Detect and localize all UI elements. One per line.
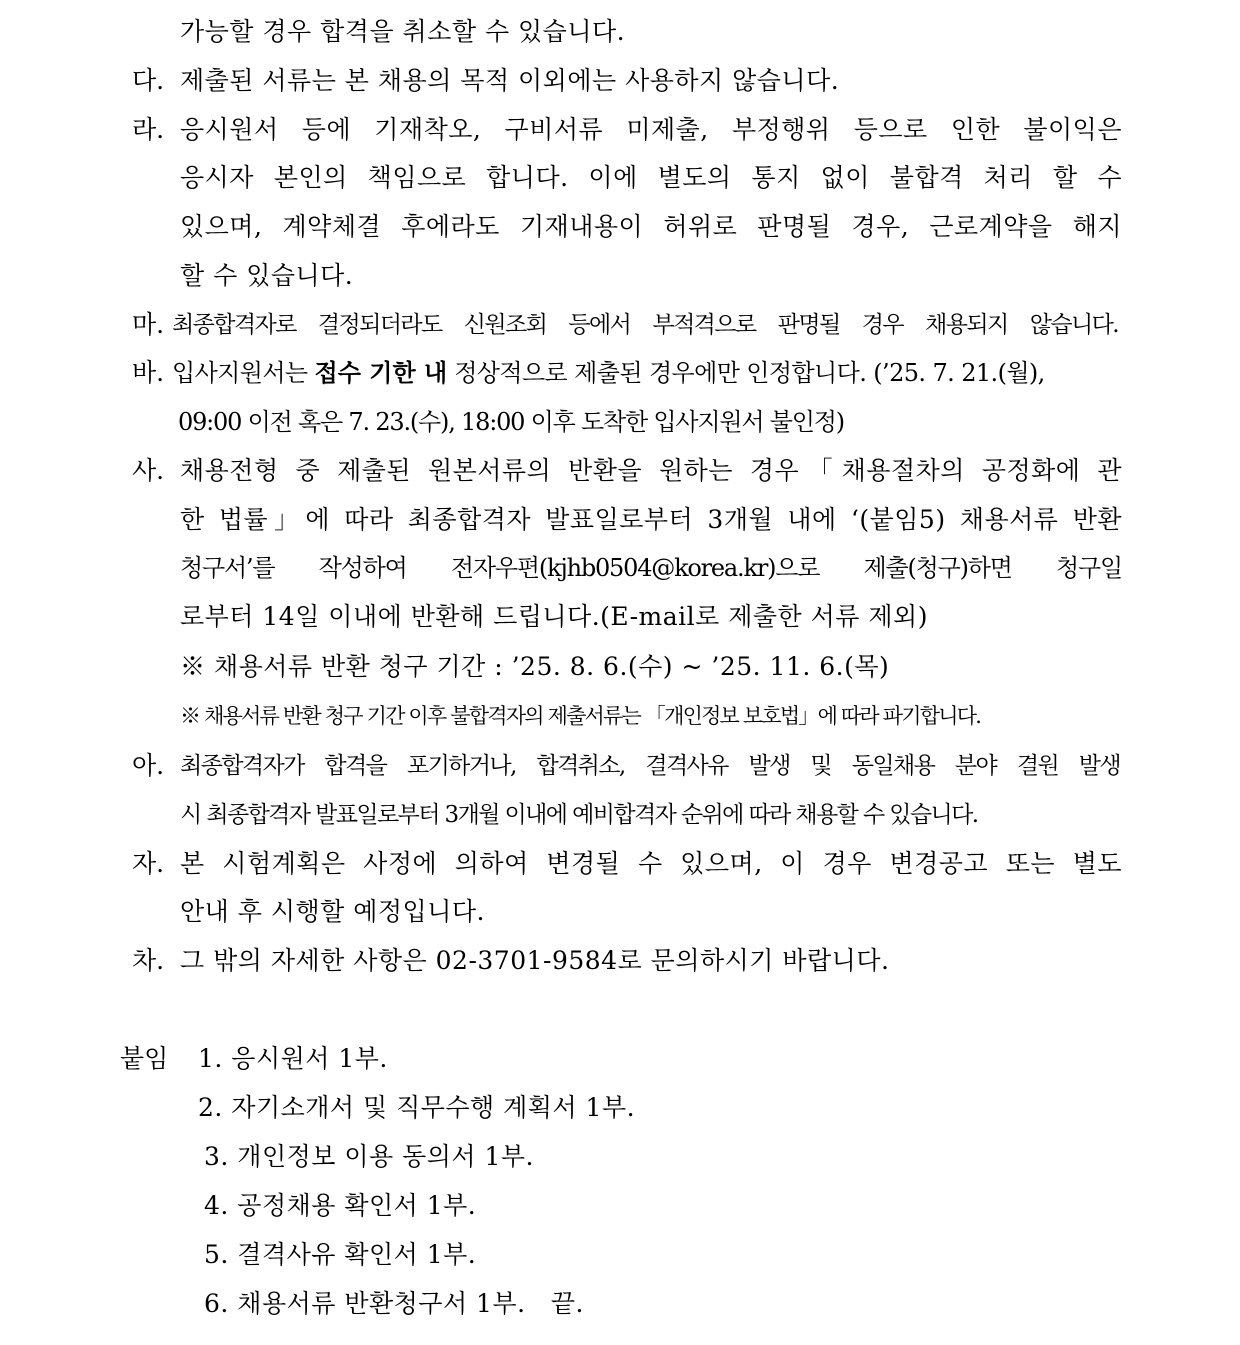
item-marker-ma: 마.: [132, 310, 165, 339]
attachment-item: 1. 응시원서 1부.: [198, 1044, 388, 1073]
item-ra-line-1: 응시원서 등에 기재착오, 구비서류 미제출, 부정행위 등으로 인한 불이익은: [180, 115, 1122, 144]
item-marker-a: 아.: [132, 751, 165, 780]
item-marker-cha: 차.: [132, 946, 165, 975]
attachment-item: 4. 공정채용 확인서 1부.: [204, 1191, 477, 1220]
item-ba-line-1-post: 정상적으로 제출된 경우에만 인정합니다. (’25. 7. 21.(월),: [447, 359, 1045, 387]
item-ba-line-2: 09:00 이전 혹은 7. 23.(수), 18:00 이후 도착한 입사지원서 불인정): [178, 408, 844, 436]
attachment-item: 3. 개인정보 이용 동의서 1부.: [204, 1142, 534, 1171]
item-ja-line-2: 안내 후 시행할 예정입니다.: [180, 897, 485, 926]
continuation-line: 가능할 경우 합격을 취소할 수 있습니다.: [180, 17, 626, 46]
item-ra-line-2: 응시자 본인의 책임으로 합니다. 이에 별도의 통지 없이 불합격 처리 할 수: [180, 163, 1122, 192]
item-ra-line-3: 있으며, 계약체결 후에라도 기재내용이 허위로 판명될 경우, 근로계약을 해지: [180, 212, 1122, 241]
item-marker-ra: 라.: [132, 115, 165, 144]
item-marker-ja: 자.: [132, 849, 165, 878]
attachment-item: 2. 자기소개서 및 직무수행 계획서 1부.: [198, 1093, 636, 1122]
item-sa-line-2: 한 법률」에 따라 최종합격자 발표일로부터 3개월 내에 ‘(붙임5) 채용서류 반환: [180, 505, 1122, 534]
attachment-item: 5. 결격사유 확인서 1부.: [204, 1240, 477, 1269]
item-a-line-1: 최종합격자가 합격을 포기하거나, 합격취소, 결격사유 발생 및 동일채용 분야 결원 발생: [180, 753, 1120, 779]
item-ra-line-4: 할 수 있습니다.: [180, 261, 354, 290]
item-marker-sa: 사.: [132, 456, 165, 485]
item-ma-text: 최종합격자로 결정되더라도 신원조회 등에서 부적격으로 판명될 경우 채용되지 않습니다.: [172, 312, 1118, 338]
item-ba-line-1: [172, 357, 1122, 389]
item-sa-note-2: ※ 채용서류 반환 청구 기간 이후 불합격자의 제출서류는 「개인정보 보호법」에 따라 파기합니다.: [180, 704, 981, 728]
item-sa-note-1: ※ 채용서류 반환 청구 기간 : ’25. 8. 6.(수) ~ ’25. 11. 6.(목): [180, 652, 890, 681]
item-ja-line-1: 본 시험계획은 사정에 의하여 변경될 수 있으며, 이 경우 변경공고 또는 별도: [180, 849, 1122, 878]
item-sa-line-4: 로부터 14일 이내에 반환해 드립니다.(E-mail로 제출한 서류 제외): [180, 602, 928, 631]
deadline-emphasis: 접수 기한 내: [314, 359, 448, 387]
item-marker-ba: 바.: [132, 358, 165, 387]
item-ba-line-1-pre: 입사지원서는: [172, 359, 315, 387]
item-marker-da: 다.: [132, 66, 165, 95]
attachments-label: 붙임: [120, 1044, 169, 1073]
item-a-line-2: 시 최종합격자 발표일로부터 3개월 이내에 예비합격자 순위에 따라 채용할 수 있습니다.: [180, 802, 978, 828]
attachment-item: 6. 채용서류 반환청구서 1부. 끝.: [204, 1289, 584, 1318]
item-sa-line-1: 채용전형 중 제출된 원본서류의 반환을 원하는 경우「채용절차의 공정화에 관: [180, 456, 1122, 485]
item-sa-line-3: 청구서’를 작성하여 전자우편(kjhb0504@korea.kr)으로 제출(청구)하면 청구일: [180, 554, 1122, 582]
item-cha-text: 그 밖의 자세한 사항은 02-3701-9584로 문의하시기 바랍니다.: [180, 946, 890, 975]
item-da-text: 제출된 서류는 본 채용의 목적 이외에는 사용하지 않습니다.: [180, 66, 840, 95]
